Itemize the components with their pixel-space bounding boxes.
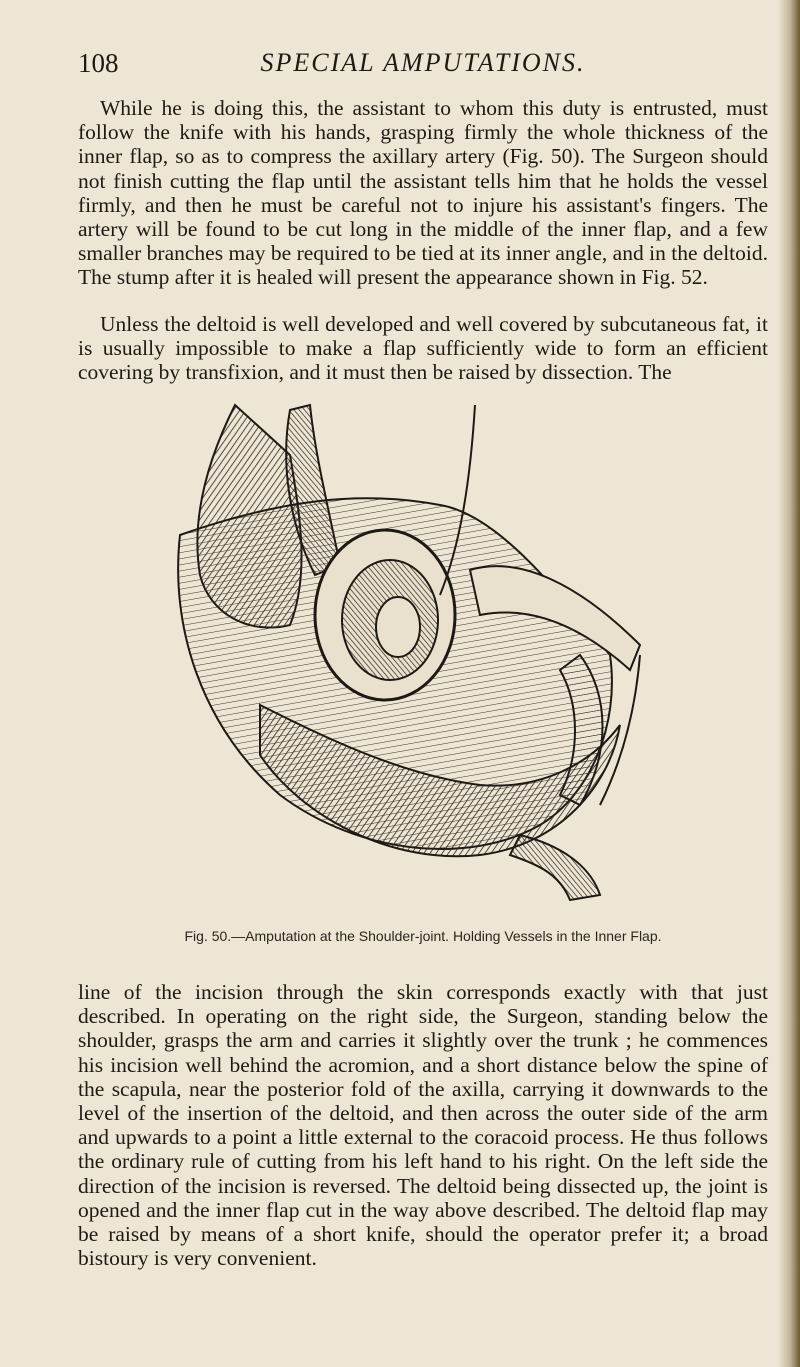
page-number: 108 [78,48,119,78]
paragraph-3: line of the incision through the skin corresponds exactly with that just described. In operating on the right side, the Surgeon, standing below the shoulder, grasps the arm and carries it slightly over the trunk ; he commences his incision well behind the acromion, and a short distance below the spine of the scapula, near the posterior fold of the axilla, carrying it downwards to the level of the insertion of the deltoid, and then across the outer side of the arm and upwards to a point a little external to the coracoid process. He thus follows the ordinary rule of cutting from his left hand to his right. On the left side the direction of the incision is reversed. The deltoid being dissected up, the joint is opened and the inner flap cut in the way above described. The deltoid flap may be raised by means of a short knife, should the operator prefer it; a broad bistoury is very convenient. [78,980,768,1271]
engraving-shoulder-amputation [140,395,680,920]
paragraph-2: Unless the deltoid is well developed and well covered by subcutaneous fat, it is usually impossible to make a flap sufficiently wide to form an efficient covering by transfixion, and it must then be raised by dissection. The [78,312,768,385]
page-edge-shadow [778,0,800,1367]
paragraph-1: While he is doing this, the assistant to whom this duty is entrusted, must follow the knife with his hands, grasping firmly the whole thickness of the inner flap, so as to compress the axillary artery (Fig. 50). The Surgeon should not finish cutting the flap until the assistant tells him that he holds the vessel firmly, and then he must be careful not to injure his assistant's fingers. The artery will be found to be cut long in the middle of the inner flap, and a few smaller branches may be required to be tied at its inner angle, and in the deltoid. The stump after it is healed will present the appearance shown in Fig. 52. [78,96,768,290]
figure-illustration [140,395,680,920]
figure-caption: Fig. 50.—Amputation at the Shoulder-joint. Holding Vessels in the Inner Flap. [184,928,662,944]
running-head [78,48,768,82]
running-title: SPECIAL AMPUTATIONS. [260,48,586,77]
